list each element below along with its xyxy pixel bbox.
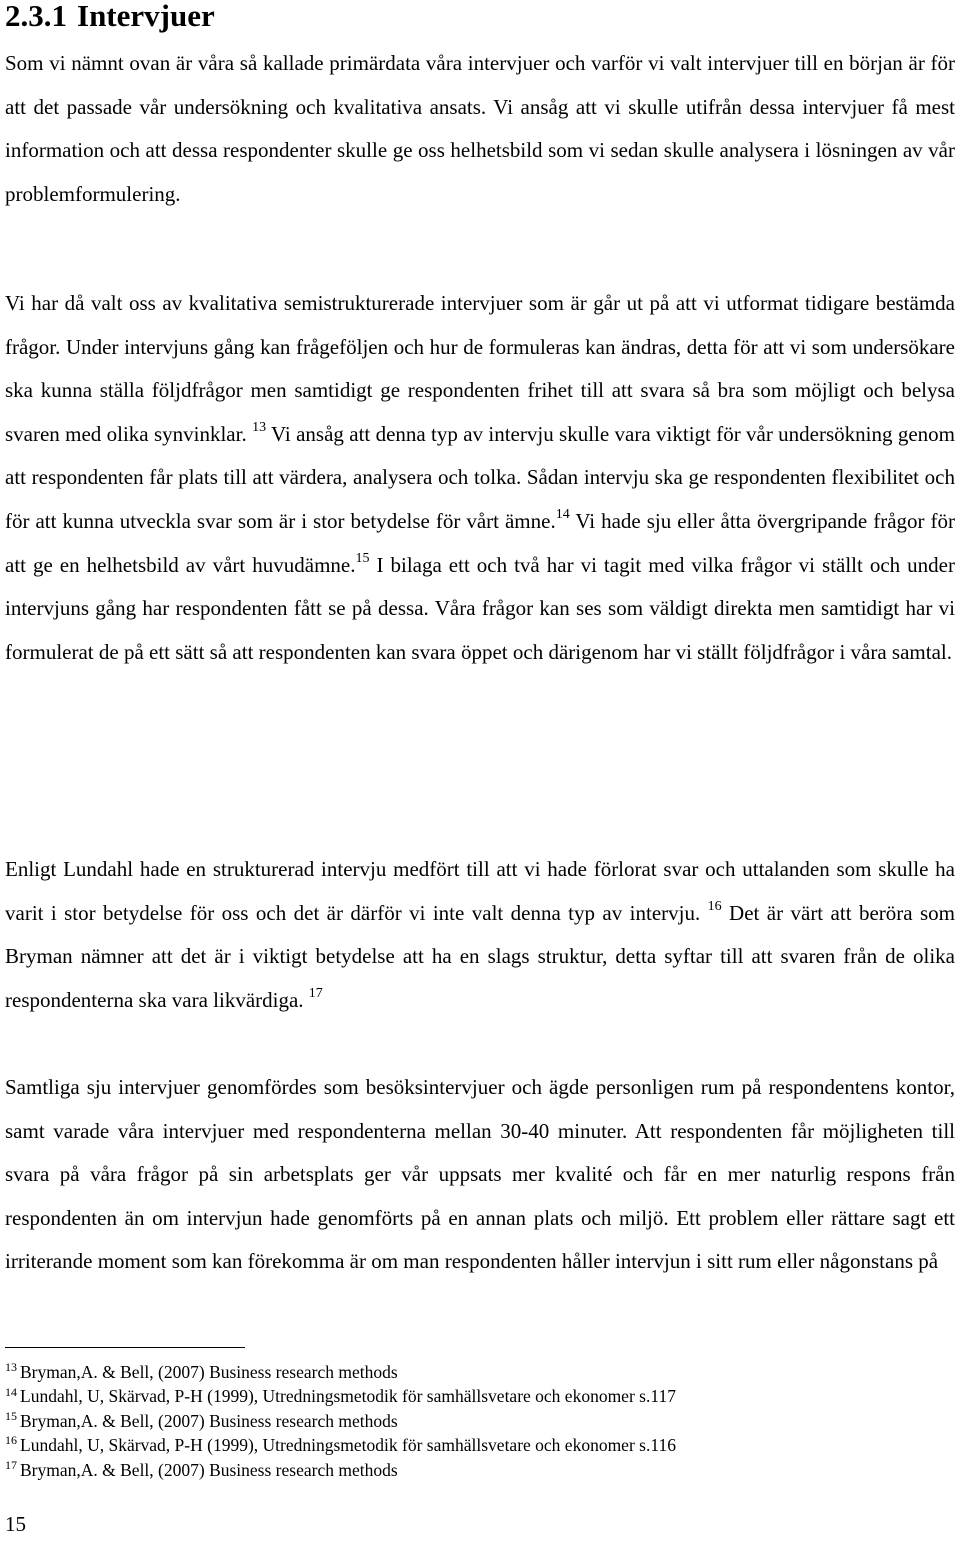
footnote-text: Bryman,A. & Bell, (2007) Business research methods — [20, 1362, 398, 1382]
footnote-number: 16 — [5, 1433, 17, 1448]
footnote-text: Bryman,A. & Bell, (2007) Business research methods — [20, 1410, 398, 1431]
paragraph-text: Vi ansåg att denna typ av intervju skulle vara viktigt för vår undersökning genom att respondenten får plats till att värdera, analysera och tolka. Sådan intervju ska ge respondenten flexibilitet och för att kunna utveckla svar som är i stor betydelse för vårt ämne. — [5, 421, 955, 533]
paragraph-text: Vi har då valt oss av kvalitativa semistrukturerade intervjuer som är går ut på att vi utformat tidigare bestämda frågor. Under intervjuns gång kan frågeföljen och hur de formuleras kan ändras, detta för att vi som undersökare ska kunna ställa följdfrågor men samtidigt ge respondenten frihet till att svara så bra som möjligt och belysa svaren med olika synvinklar. — [5, 291, 955, 446]
paragraph-text: Som vi nämnt ovan är våra så kallade primärdata våra intervjuer och varför vi valt intervjuer till en början är för att det passade vår undersökning och kvalitativa ansats. Vi ansåg att vi skulle utifrån dessa intervjuer få mest information och att dessa respondenter skulle ge oss helhetsbild som vi sedan skulle analysera i lösningen av vår problemformulering. — [5, 51, 955, 206]
footnote-separator — [5, 1347, 245, 1348]
paragraph-text: Enligt Lundahl hade en strukturerad intervju medfört till att vi hade förlorat svar och uttalanden som skulle ha varit i stor betydelse för oss och det är därför vi inte valt denna typ av intervju. — [5, 857, 955, 925]
footnote — [5, 1458, 905, 1482]
footnote-number: 13 — [5, 1360, 17, 1375]
footnote-number: 17 — [5, 1457, 17, 1472]
footnote-ref: 16 — [707, 898, 722, 914]
footnote-number: 15 — [5, 1408, 17, 1423]
section-heading — [5, 0, 215, 36]
footnote-number: 14 — [5, 1384, 17, 1399]
page-number: 15 — [5, 1512, 26, 1536]
footnote-text: Bryman,A. & Bell, (2007) Business research methods — [20, 1459, 398, 1480]
paragraph-text: I bilaga ett och två har vi tagit med vilka frågor vi ställt och under intervjuns gång har respondenten fått se på dessa. Våra frågor kan ses som väldigt direkta men samtidigt har vi formulerat de på ett sätt så att respondenten kan svara öppet och därigenom har vi ställt följdfrågor i våra samtal. — [5, 552, 955, 664]
footnote — [5, 1360, 905, 1384]
paragraph-2 — [5, 282, 955, 674]
footnote-ref: 14 — [555, 506, 570, 522]
footnote-list — [5, 1360, 905, 1482]
section-number: 2.3.1 — [5, 0, 67, 33]
paragraph-text: Det är värt att beröra som Bryman nämner att det är i viktigt betydelse att ha en slags struktur, detta syftar till att svaren från de olika respondenterna ska vara likvärdiga. — [5, 900, 955, 1012]
footnote-ref: 17 — [308, 985, 323, 1001]
section-title: Intervjuer — [77, 0, 215, 33]
footnote — [5, 1409, 905, 1433]
footnote — [5, 1433, 905, 1457]
footnote-ref: 13 — [252, 419, 267, 435]
footnote-text: Lundahl, U, Skärvad, P-H (1999), Utredningsmetodik för samhällsvetare och ekonomer s.117 — [20, 1386, 676, 1407]
paragraph-4 — [5, 1066, 955, 1284]
paragraph-text: Samtliga sju intervjuer genomfördes som besöksintervjuer och ägde personligen rum på respondentens kontor, samt varade våra intervjuer med respondenterna mellan 30-40 minuter. Att respondenten får möjligheten till svara på våra frågor på sin arbetsplats ger vår uppsats mer kvalité och får en mer naturlig respons från respondenten än om intervjun hade genomförts på en annan plats och miljö. Ett problem eller rättare sagt ett irriterande moment som kan förekomma är om man respondenten håller intervjun i sitt rum eller någonstans på — [5, 1075, 955, 1274]
footnote-ref: 15 — [355, 550, 370, 566]
footnote-text: Lundahl, U, Skärvad, P-H (1999), Utredningsmetodik för samhällsvetare och ekonomer s.116 — [20, 1435, 676, 1456]
paragraph-1 — [5, 42, 955, 216]
footnote — [5, 1384, 905, 1408]
paragraph-text: Vi hade sju eller åtta övergripande frågor för att ge en helhetsbild av vårt huvudämne. — [5, 508, 956, 577]
paragraph-3 — [5, 848, 955, 1022]
